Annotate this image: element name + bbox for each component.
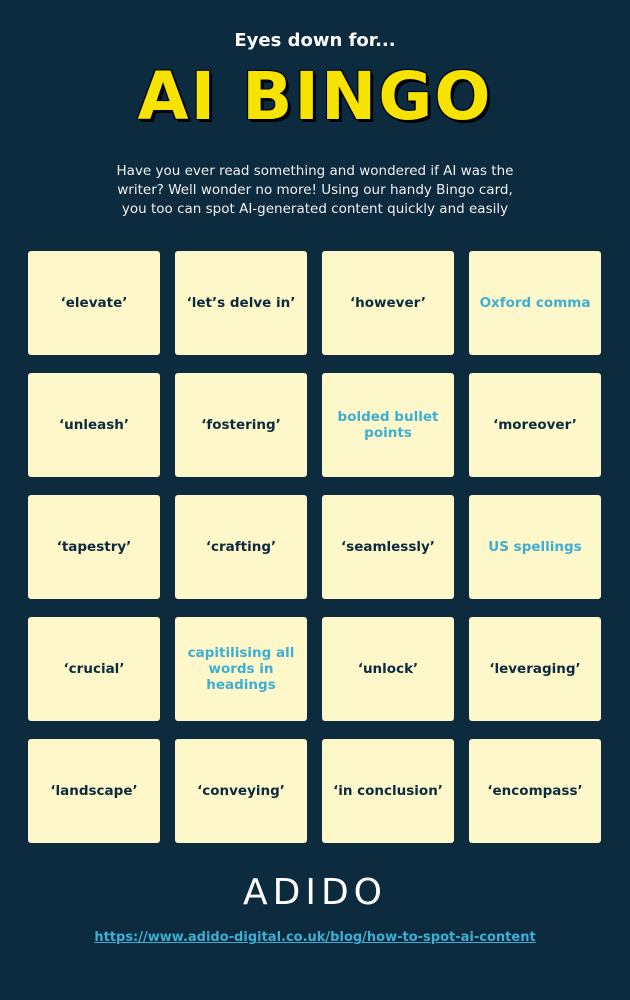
bingo-cell: ‘conveying’ (175, 739, 307, 843)
bingo-grid (28, 251, 601, 843)
bingo-cell: ‘tapestry’ (28, 495, 160, 599)
bingo-cell: ‘in conclusion’ (322, 739, 454, 843)
pretitle: Eyes down for... (234, 30, 396, 51)
bingo-cell: ‘leveraging’ (469, 617, 601, 721)
bingo-cell: ‘however’ (322, 251, 454, 355)
bingo-cell: ‘landscape’ (28, 739, 160, 843)
bingo-cell: Oxford comma (469, 251, 601, 355)
bingo-cell: ‘unlock’ (322, 617, 454, 721)
bingo-cell: ‘encompass’ (469, 739, 601, 843)
bingo-cell: ‘crucial’ (28, 617, 160, 721)
intro-text: Have you ever read something and wondered if AI was the writer? Well wonder no more! Using our handy Bingo card, you too can spot AI-generated content quickly and easily (116, 163, 514, 217)
bingo-cell: ‘let’s delve in’ (175, 251, 307, 355)
bingo-cell: ‘seamlessly’ (322, 495, 454, 599)
article-link[interactable]: https://www.adido-digital.co.uk/blog/how-to-spot-ai-content (94, 930, 536, 945)
page-title: AI BINGO (137, 58, 493, 135)
bingo-cell: ‘unleash’ (28, 373, 160, 477)
bingo-cell: capitilising all words in headings (175, 617, 307, 721)
bingo-cell: ‘crafting’ (175, 495, 307, 599)
bingo-cell: bolded bullet points (322, 373, 454, 477)
bingo-cell: ‘elevate’ (28, 251, 160, 355)
bingo-cell: ‘moreover’ (469, 373, 601, 477)
bingo-cell: ‘fostering’ (175, 373, 307, 477)
adido-logo: ADIDO (242, 872, 388, 913)
bingo-cell: US spellings (469, 495, 601, 599)
